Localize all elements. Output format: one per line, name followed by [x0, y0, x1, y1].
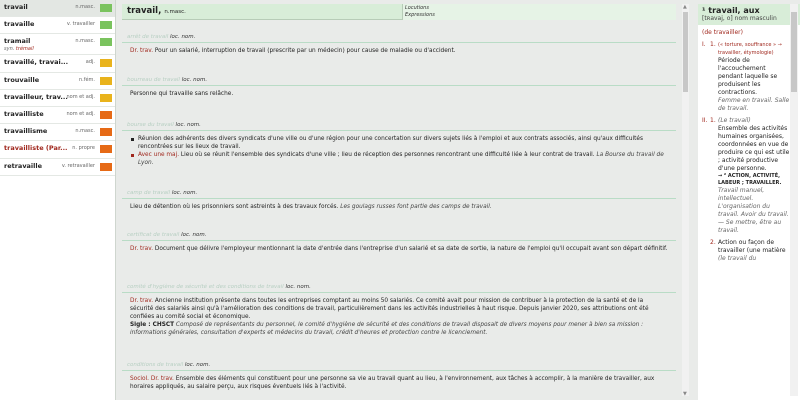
sense-text: Période de l'accouchement pendant laquelle se produisent les contractions. [718, 57, 778, 96]
word-label: travaille [4, 20, 35, 29]
definition-text: Personne qui travaille sans relâche. [130, 91, 234, 97]
word-category: adj. [85, 59, 95, 66]
sense-crossref[interactable]: → ² ACTION, ACTIVITÉ, LABEUR ; TRAVAILLER. [718, 173, 782, 186]
word-list-item[interactable] [0, 90, 115, 107]
locution-text [122, 293, 676, 337]
sense-content [718, 117, 792, 235]
word-category: n.fém. [78, 76, 95, 83]
frequency-bar [100, 128, 112, 136]
word-list [0, 0, 116, 400]
headword-category: n.masc. [164, 9, 186, 15]
locution-heading [122, 232, 676, 241]
sense-number: 2. [710, 239, 716, 246]
definition-pronunciation [702, 15, 796, 22]
word-list-item[interactable] [0, 55, 115, 72]
locution-text [122, 371, 676, 391]
example-text: Les goulags russes font partie des camps de travail. [340, 204, 492, 210]
word-category: n.masc. [75, 4, 95, 10]
locution-type: loc. nom. [285, 284, 311, 290]
word-category: n.masc. [75, 38, 95, 45]
definition-text: Ancienne institution présente dans toutes les entreprises comptant au moins 50 salariés. Ce comité avait pour mission de contribuer à la protection de la santé et de la sécurité des salariés ainsi qu'à l'amélioration des conditions de travail, particulièrement dans les activités industrielles à haut risque. Depuis janvier 2020, ses attributions ont été confiées au comité social et économique. [130, 298, 649, 320]
sense-content [718, 239, 792, 263]
main-scrollbar[interactable] [682, 4, 689, 396]
frequency-bar [100, 145, 112, 153]
frequency-bar [100, 59, 112, 67]
word-label: tramail [4, 37, 31, 46]
definition-category: nom masculin [734, 15, 777, 22]
roman-number: II. [702, 117, 708, 124]
word-list-item[interactable] [0, 124, 115, 141]
sense-text: Action ou façon de travailler (une matière [718, 239, 786, 254]
frequency-bar [100, 111, 112, 119]
locution-block [122, 362, 676, 391]
locution-text [122, 131, 676, 167]
tab-expressions[interactable]: Expressions [405, 12, 435, 18]
word-list-item[interactable] [0, 0, 115, 17]
word-label: travailliste (Par... [4, 144, 68, 153]
sense-block [702, 117, 796, 235]
definition-text: Document que délivre l'employeur mentionnant la date d'entrée dans l'entreprise d'un salarié et sa date de sortie, la nature de l'emploi qu'il occupait avant son départ définitif. [154, 246, 668, 252]
locution-block [122, 284, 676, 337]
example-text: La Bourse du travail de Lyon. [138, 152, 664, 166]
locution-type: loc. nom. [181, 77, 208, 83]
locution-block [122, 34, 676, 55]
sense-block [702, 41, 796, 113]
sense-number: 1. [710, 41, 716, 48]
entry-header [122, 4, 676, 20]
locution-type: loc. nom. [170, 34, 196, 40]
domain-label: Sociol. Dr. trav. [130, 376, 174, 382]
frequency-bar [100, 77, 112, 85]
sense-example: (le travail du [718, 255, 757, 262]
word-list-item[interactable] [0, 141, 115, 158]
locution-type: loc. nom. [175, 122, 201, 128]
locution-title: arrêt de travail [127, 34, 169, 40]
locution-text [122, 241, 676, 253]
locution-heading [122, 284, 676, 293]
frequency-bar [100, 163, 112, 171]
sense-block [702, 239, 796, 263]
sense-example: Travail manuel, intellectuel. L'organisation du travail. Avoir du travail. — Se mettre, être au travail. [718, 187, 789, 234]
domain-label: Dr. trav. [130, 48, 154, 54]
entry-headword: travail, n.masc. [127, 6, 186, 16]
definition-pane [698, 4, 800, 400]
sigle-label: Sigle : CHSCT [130, 322, 175, 328]
locution-block [122, 122, 676, 167]
etymology: (de travailler) [702, 29, 743, 36]
synonym-note [4, 46, 34, 52]
frequency-bar [100, 94, 112, 102]
frequency-bar [100, 21, 112, 29]
locution-title: bourse du travail [127, 122, 174, 128]
tab-column [402, 4, 676, 20]
word-list-item[interactable] [0, 34, 115, 55]
tab-locutions[interactable]: Locutions [405, 5, 429, 11]
scroll-down-icon[interactable]: ▼ [683, 391, 687, 397]
definition-text: Ensemble des éléments qui constituent pour une personne sa vie au travail quant au lieu, à l'environnement, aux tâches à accomplir, à la manière de travailler, aux horaires appliqués, au salaire perçu, aux risques éventuels liés à l'activité. [130, 376, 655, 390]
scrollbar-thumb[interactable] [683, 12, 688, 92]
locution-heading [122, 362, 676, 371]
headword-text: travail [127, 6, 159, 16]
word-category: v. retravailler [61, 162, 95, 169]
synonym-word[interactable]: trémail [15, 46, 34, 53]
locution-heading [122, 122, 676, 131]
usage-mark: Avec une maj. [138, 152, 180, 158]
sense-example: Femme en travail. Salle de travail. [718, 97, 790, 112]
synonym-label: syn. [4, 46, 15, 53]
word-category: n.masc. [75, 128, 95, 135]
locution-block [122, 232, 676, 253]
locution-title: bourreau de travail [127, 77, 180, 83]
locution-title: certificat de travail [127, 232, 180, 238]
definition-bullet: Réunion des adhérents des divers syndicats d'une ville ou d'une région pour une concertation sur divers sujets liés à l'emploi et aux contrats associés, ainsi qu'aux difficultés rencontrées sur les lieux de travail. [130, 135, 668, 151]
definition-bullet [130, 151, 668, 167]
frequency-bar [100, 38, 112, 46]
locution-type: loc. nom. [181, 232, 207, 238]
sense-number: 1. [710, 117, 716, 124]
definition-headword: ¹ travail, aux [702, 6, 760, 15]
definition-text: Pour un salarié, interruption de travail (prescrite par un médecin) pour cause de maladie ou d'accident. [154, 48, 456, 54]
word-list-item[interactable] [0, 17, 115, 34]
word-category: nom et adj. [66, 93, 95, 100]
word-label: travaillé, travai... [4, 58, 69, 67]
example-text: Composé de représentants du personnel, le comité d'hygiène de sécurité et des conditions de travail disposait de divers moyens pour mener à bien sa mission : informations générales, consultation d'experts et médecins du travail, crédit d'heures et protection contre le licenciement. [130, 322, 644, 336]
domain-label: Dr. trav. [130, 246, 154, 252]
scroll-up-icon[interactable]: ▲ [683, 4, 687, 10]
word-label: retravaille [4, 161, 43, 170]
word-label: trouvaille [4, 75, 40, 84]
roman-number: I. [702, 41, 706, 48]
frequency-bar [100, 4, 112, 12]
word-label: travaillisme [4, 127, 48, 136]
pronunciation-text: [tʀavaj, o] [702, 15, 733, 22]
sense-content [718, 41, 792, 113]
word-category: nom et adj. [66, 110, 95, 117]
word-category: n. propre [72, 145, 95, 152]
locution-heading [122, 77, 676, 86]
locution-title: conditions de travail [127, 362, 184, 368]
definition-scrollbar[interactable] [790, 4, 798, 396]
locution-title: camp de travail [127, 190, 171, 196]
locution-block [122, 190, 676, 211]
locution-text [122, 43, 676, 55]
word-label: travailleur, trav... [4, 92, 68, 101]
definition-text: Lieu où se réunit l'ensemble des syndicats d'une ville ; lieu de réception des personnes rencontrant une difficulté liée à leur contrat de travail. [180, 152, 595, 158]
sense-gloss: (« torture, souffrance » → travailler, étymologie) [718, 42, 782, 56]
sense-text: Ensemble des activités humaines organisées, coordonnées en vue de produire ce qui est utile ; activité productive d'une personne. [718, 125, 790, 172]
word-label: travail [4, 3, 28, 11]
locution-text [122, 86, 676, 98]
word-list-item[interactable] [0, 159, 115, 176]
locution-block [122, 77, 676, 98]
scrollbar-thumb[interactable] [791, 12, 797, 92]
word-category: v. travailler [66, 21, 95, 28]
definition-header [698, 4, 800, 25]
locution-type: loc. nom. [184, 362, 211, 368]
locution-title: comité d'hygiène de sécurité et des conditions de travail [127, 284, 284, 290]
locutions-pane [122, 4, 676, 400]
locution-heading [122, 34, 676, 43]
locution-heading [122, 190, 676, 199]
sense-gloss: (Le travail) [718, 117, 751, 124]
locution-type: loc. nom. [171, 190, 198, 196]
word-list-item[interactable] [0, 73, 115, 90]
word-list-item[interactable] [0, 107, 115, 124]
domain-label: Dr. trav. [130, 298, 154, 304]
definition-text: Lieu de détention où les prisonniers sont astreints à des travaux forcés. [130, 204, 339, 210]
word-label: travailliste [4, 109, 44, 118]
locution-text [122, 199, 676, 211]
definition-body [698, 29, 800, 263]
